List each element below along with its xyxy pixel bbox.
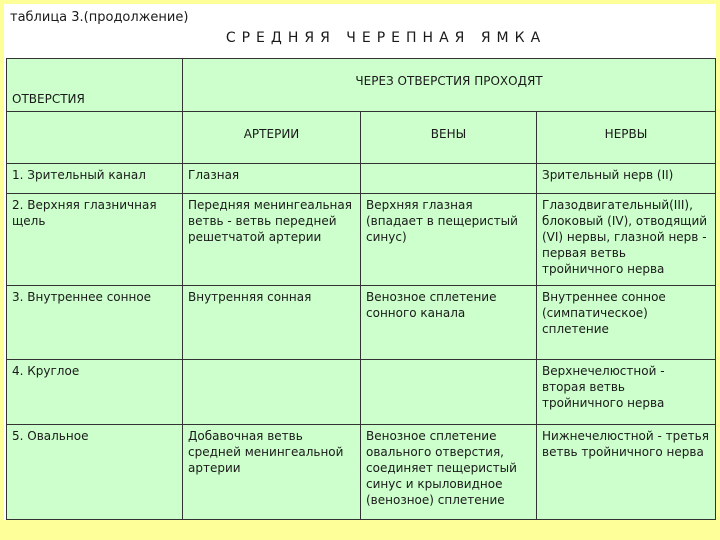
row-4-artery [183, 360, 361, 425]
row-3-artery: Внутренняя сонная [183, 286, 361, 360]
header-nerves: НЕРВЫ [537, 111, 716, 164]
row-5-artery: Добавочная ветвь средней менингеальной артерии [183, 425, 361, 520]
row-4-opening: 4. Круглое [7, 360, 183, 425]
table-row [7, 164, 716, 193]
header-veins: ВЕНЫ [361, 111, 537, 164]
header-empty-cell [7, 111, 183, 164]
table-row [7, 360, 716, 425]
row-2-vein: Верхняя глазная (впадает в пещеристый синус) [361, 193, 537, 286]
row-4-vein [361, 360, 537, 425]
row-3-opening: 3. Внутреннее сонное [7, 286, 183, 360]
table-title: СРЕДНЯЯ ЧЕРЕПНАЯ ЯМКА [225, 30, 547, 46]
header-openings: ОТВЕРСТИЯ [7, 59, 183, 112]
row-1-nerve: Зрительный нерв (II) [537, 164, 716, 193]
row-5-opening: 5. Овальное [7, 425, 183, 520]
header-row-1 [7, 59, 716, 112]
foramina-table [6, 58, 716, 520]
row-3-nerve: Внутреннее сонное (симпатическое) сплетение [537, 286, 716, 360]
row-2-opening: 2. Верхняя глазничная щель [7, 193, 183, 286]
row-2-artery: Передняя менингеальная ветвь - ветвь передней решетчатой артерии [183, 193, 361, 286]
header-through: ЧЕРЕЗ ОТВЕРСТИЯ ПРОХОДЯТ [183, 59, 716, 112]
table-row [7, 425, 716, 520]
row-2-nerve: Глазодвигательный(III), блоковый (IV), отводящий (VI) нервы, глазной нерв - первая ветвь тройничного нерва [537, 193, 716, 286]
header-row-2 [7, 111, 716, 164]
row-1-opening: 1. Зрительный канал [7, 164, 183, 193]
header-arteries: АРТЕРИИ [183, 111, 361, 164]
row-3-vein: Венозное сплетение сонного канала [361, 286, 537, 360]
table-row [7, 286, 716, 360]
row-1-artery: Глазная [183, 164, 361, 193]
row-4-nerve: Верхнечелюстной - вторая ветвь тройничного нерва [537, 360, 716, 425]
row-5-nerve: Нижнечелюстной - третья ветвь тройничного нерва [537, 425, 716, 520]
table-caption: таблица 3.(продолжение) [10, 10, 189, 25]
row-5-vein: Венозное сплетение овального отверстия, соединяет пещеристый синус и крыловидное (венозное) сплетение [361, 425, 537, 520]
table-row [7, 193, 716, 286]
row-1-vein [361, 164, 537, 193]
